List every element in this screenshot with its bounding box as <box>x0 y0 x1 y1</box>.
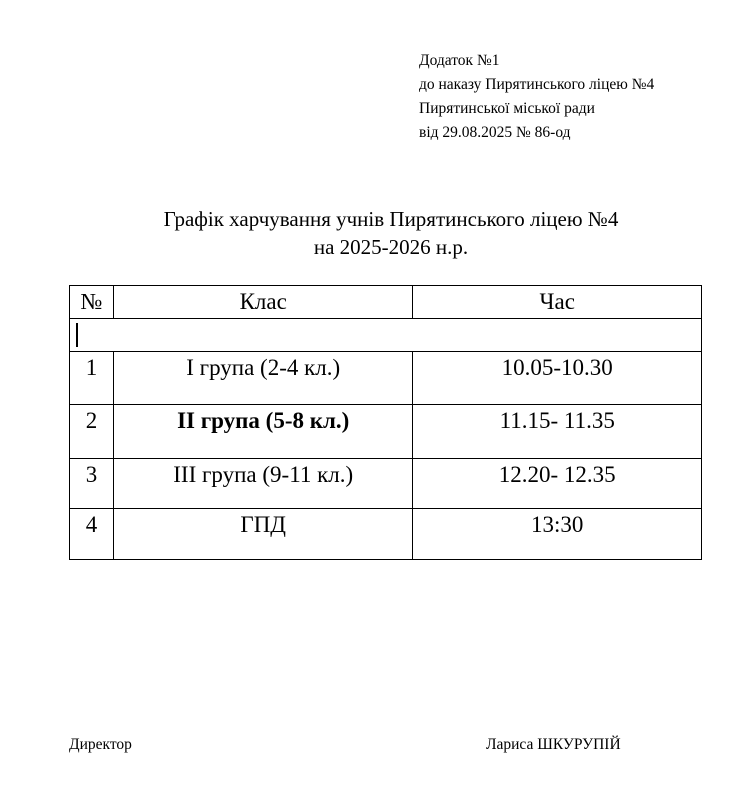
annex-line-4: від 29.08.2025 № 86-од <box>419 124 571 141</box>
row-class: ІІІ група (9-11 кл.) <box>113 459 413 509</box>
header-class: Клас <box>113 286 413 319</box>
annex-line-2: до наказу Пирятинського ліцею №4 <box>419 76 655 93</box>
row-class: ІІ група (5-8 кл.) <box>113 405 413 459</box>
title-line-1: Графік харчування учнів Пирятинського ліцею №4 <box>163 207 619 231</box>
annex-block <box>419 49 654 145</box>
row-class: ГПД <box>113 509 413 560</box>
table-row <box>70 459 702 509</box>
row-number: 2 <box>70 405 114 459</box>
table-row <box>70 352 702 405</box>
row-time: 10.05-10.30 <box>413 352 702 405</box>
document-title <box>0 205 737 261</box>
row-time: 12.20- 12.35 <box>413 459 702 509</box>
header-number: № <box>70 286 114 319</box>
row-time: 11.15- 11.35 <box>413 405 702 459</box>
meal-schedule-table <box>69 285 702 560</box>
row-time: 13:30 <box>413 509 702 560</box>
table-row <box>70 509 702 560</box>
row-number: 3 <box>70 459 114 509</box>
table-header-row <box>70 286 702 319</box>
table-empty-row <box>70 319 702 352</box>
annex-line-3: Пирятинської міської ради <box>419 100 595 117</box>
title-line-2: на 2025-2026 н.р. <box>313 235 469 259</box>
empty-merged-cell[interactable] <box>70 319 702 352</box>
row-number: 1 <box>70 352 114 405</box>
text-cursor <box>76 323 78 347</box>
row-number: 4 <box>70 509 114 560</box>
signature-position: Директор <box>69 736 132 753</box>
row-class: І група (2-4 кл.) <box>113 352 413 405</box>
header-time: Час <box>413 286 702 319</box>
annex-line-1: Додаток №1 <box>419 52 500 69</box>
table-row <box>70 405 702 459</box>
signature-name: Лариса ШКУРУПІЙ <box>486 736 621 753</box>
